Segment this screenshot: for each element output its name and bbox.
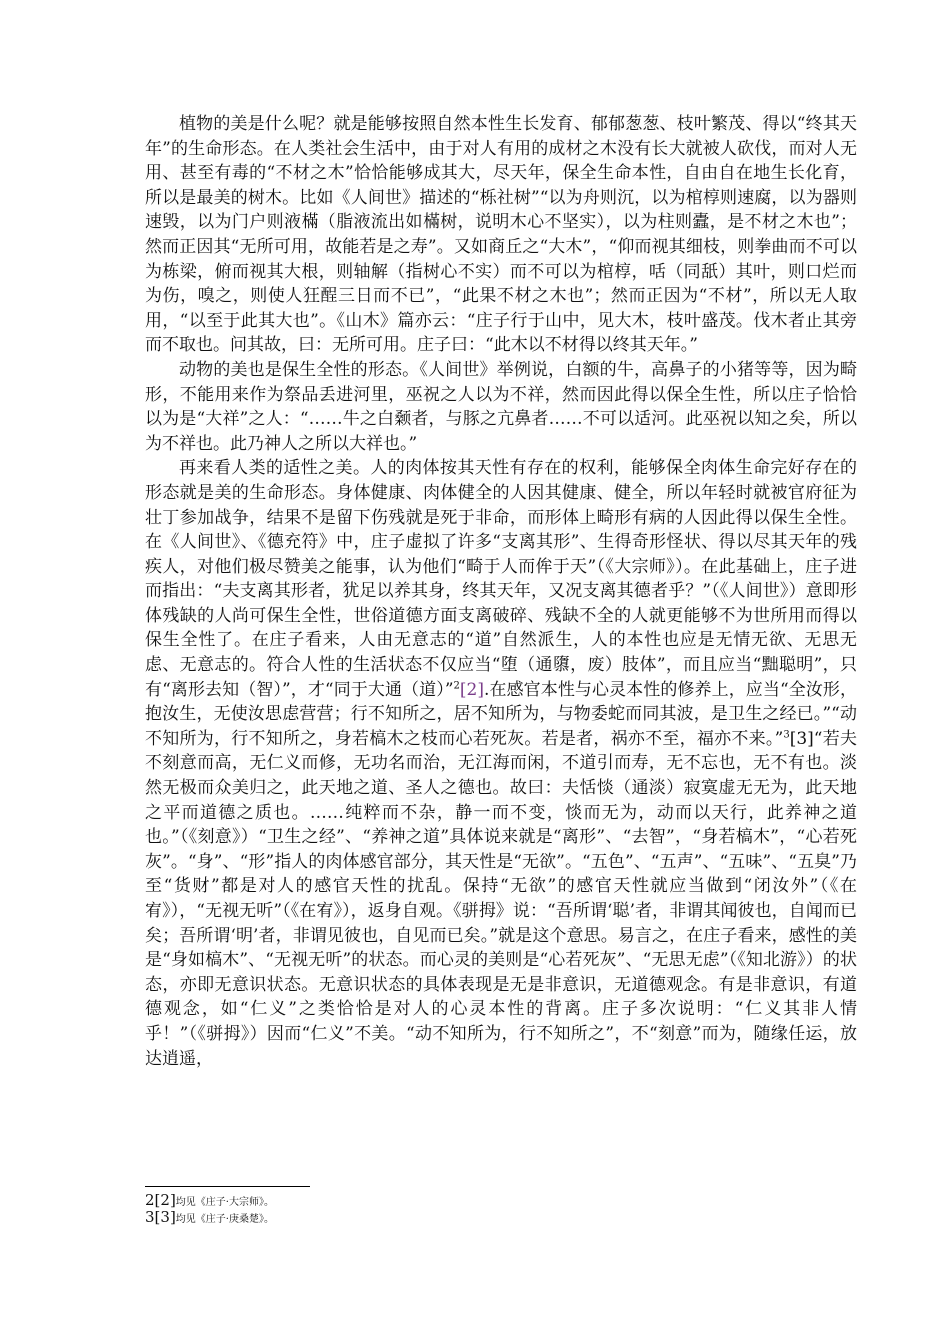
footnote-3: [145, 1210, 857, 1227]
footnote-ref-2-number: 2: [453, 680, 460, 691]
footnote-2: [145, 1193, 857, 1210]
footnote-2-text: 均见《庄子·大宗师》。: [175, 1197, 274, 1208]
body-text: [145, 112, 857, 1071]
footnotes: [145, 1186, 857, 1227]
paragraph-animals: 动物的美也是保生全性的形态。《人间世》举例说，白额的牛，高鼻子的小猪等等，因为畸形，不能用来作为祭品丢进河里，巫祝之人以为不祥，然而因此得以保全生性，所以庄子恰恰以为是“大祥”之人：“……牛之白颡者，与豚之亢鼻者……不可以适河。此巫祝以知之矣，所以为不祥也。此乃神人之所以大祥也。”: [145, 359, 857, 454]
paragraph-humans-part-1: 再来看人类的适性之美。人的肉体按其天性有存在的权利，能够保全肉体生命完好存在的形态就是美的生命形态。身体健康、肉体健全的人因其健康、健全，所以年轻时就被官府征为壮丁参加战争，结果不是留下伤残就是死于非命，而形体上畸形有病的人因此得以保生全性。在《人间世》、《德充符》中，庄子虚拟了许多“支离其形”、生得奇形怪状、得以尽其天年的残疾人，对他们极尽赞美之能事，认为他们“畸于人而侔于天”（《大宗师》）。在此基础上，庄子进而指出：“夫支离其形者，犹足以养其身，终其天年，又况支离其德者乎？”（《人间世》）意即形体残缺的人尚可保生全性，世俗道德方面支离破碎、残缺不全的人就更能够不为世所用而得以保生全性了。在庄子看来，人由无意志的“道”自然派生，人的本性也应是无情无欲、无思无虑、无意志的。符合人性的生活状态不仅应当“堕（通隳，废）肢体”，而且应当“黜聪明”，只有“离形去知（智）”，才“同于大通（道）”: [145, 458, 857, 700]
paragraph-plants: 植物的美是什么呢？就是能够按照自然本性生长发育、郁郁葱葱、枝叶繁茂、得以“终其天年”的生命形态。在人类社会生活中，由于对人有用的成材之木没有长大就被人砍伐，而对人无用、甚至有毒的“不材之木”恰恰能够成其大，尽天年，保全生命本性，自由自在地生长化育，所以是最美的树木。比如《人间世》描述的“栎社树”“以为舟则沉，以为棺椁则速腐，以为器则速毁，以为门户则液樠（脂液流出如樠树，说明木心不坚实），以为柱则蠹，是不材之木也”；然而正因其“无所可用，故能若是之寿”。又如商丘之“大木”，“仰而视其细枝，则拳曲而不可以为栋梁，俯而视其大根，则轴解（指树心不实）而不可以为棺椁，咶（同舐）其叶，则口烂而为伤，嗅之，则使人狂酲三日而不已”，“此果不材之木也”；然而正因为“不材”，所以无人取用，“以至于此其大也”。《山木》篇亦云：“庄子行于山中，见大木，枝叶盛茂。伐木者止其旁而不取也。问其故，曰：无所可用。庄子曰：“此木以不材得以终其天年。”: [145, 114, 857, 356]
paragraph-humans-part-2: .在感官本性与心灵本性的修养上，应当“全汝形，抱汝生，无使汝思虑营营；行不知所之，居不知所为，与物委蛇而同其波，是卫生之经已。”“动不知所为，行不知所之，身若槁木之枝而心若死灰。若是者，祸亦不至，福亦不来。”: [145, 679, 858, 749]
footnote-3-text: 均见《庄子·庚桑楚》。: [175, 1214, 274, 1225]
footnote-ref-2-link[interactable]: [2]: [459, 679, 484, 700]
footnote-ref-3-link[interactable]: [3]: [789, 728, 814, 749]
footnote-divider: [145, 1186, 310, 1187]
paragraph-humans: [145, 456, 857, 1071]
footnote-2-mark[interactable]: [2]: [154, 1191, 176, 1209]
footnote-2-number: 2: [145, 1191, 155, 1209]
paragraph-humans-part-3: “若夫不刻意而高，无仁义而修，无功名而治，无江海而闲，不道引而寿，无不忘也，无不有也。淡然无极而众美归之，此天地之道、圣人之德也。故曰：夫恬惔（通淡）寂寞虚无无为，此天地之平而道德之质也。……纯粹而不杂，静一而不变，惔而无为，动而以天行，此养神之道也。”（《刻意》）“卫生之经”、“养神之道”具体说来就是“离形”、“去智”，“身若槁木”，“心若死灰”。“身”、“形”指人的肉体感官部分，其天性是“无欲”。“五色”、“五声”、“五味”、“五臭”乃至“货财”都是对人的感官天性的扰乱。保持“无欲”的感官天性就应当做到“闭汝外”（《在宥》），“无视无听”（《在宥》），返身自观。《骈拇》说：“吾所谓‘聪’者，非谓其闻彼也，自闻而已矣；吾所谓‘明’者，非谓见彼也，自见而已矣。”就是这个意思。易言之，在庄子看来，感性的美是“身如槁木”、“无视无听”的状态。而心灵的美则是“心若死灰”、“无思无虑”（《知北游》）的状态，亦即无意识状态。无意识状态的具体表现是无是非意识，无道德观念。有是非意识，有道德观念，如“仁义”之类恰恰是对人的心灵本性的背离。庄子多次说明：“仁义其非人情乎！”（《骈拇》）因而“仁义”不美。“动不知所为，行不知所之”，不“刻意”而为，随缘任运，放达逍遥，: [145, 728, 857, 1069]
footnote-3-mark[interactable]: [3]: [154, 1208, 176, 1226]
footnote-3-number: 3: [145, 1208, 155, 1226]
footnote-ref-3-number: 3: [783, 729, 790, 741]
